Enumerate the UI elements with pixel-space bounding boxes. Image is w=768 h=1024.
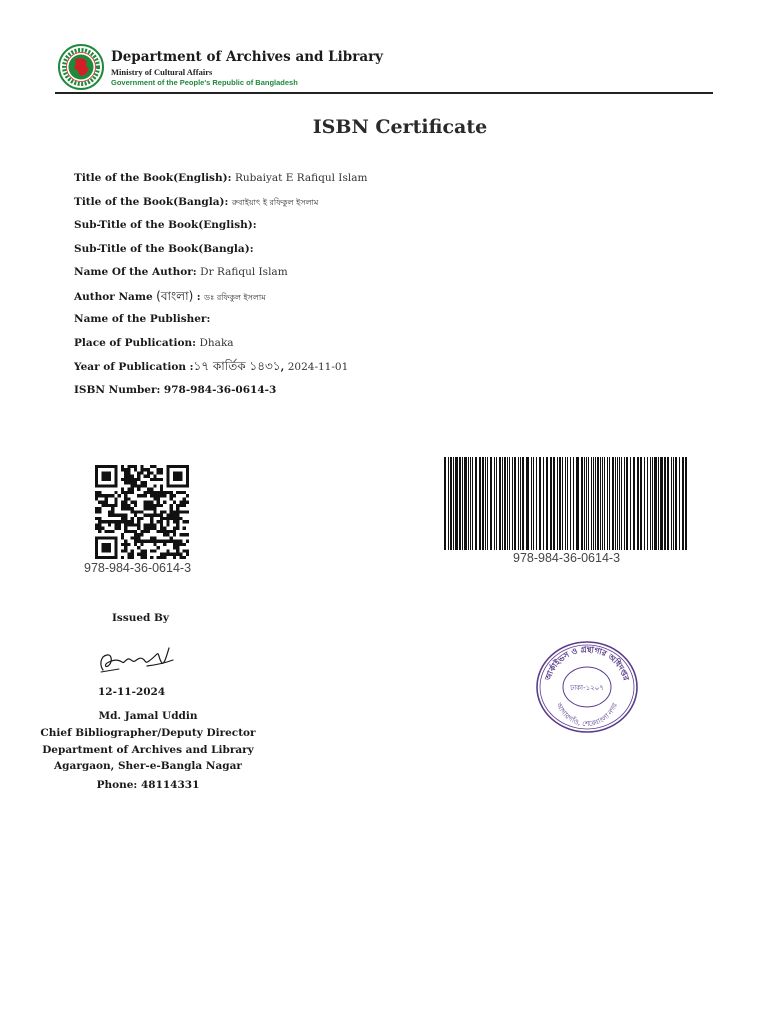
field-publisher (74, 309, 674, 333)
field-value: Dhaka (199, 336, 234, 349)
issuer-name: Md. Jamal Uddin (98, 710, 198, 722)
field-label: Sub-Title of the Book(Bangla): (74, 242, 254, 255)
issuer-department: Department of Archives and Library (42, 743, 254, 756)
government-emblem-logo (58, 44, 104, 90)
field-label: Year of Publication : (74, 361, 194, 373)
issuer-phone: Phone: 48114331 (96, 779, 200, 792)
field-author-bangla (74, 286, 674, 310)
book-details (74, 168, 674, 403)
field-label: Name Of the Author: (74, 266, 197, 278)
field-value: Rubaiyat E Rafiqul Islam (234, 172, 368, 184)
seal-center-text: ঢাকা-১২০৭ (570, 684, 604, 692)
official-seal-stamp (535, 640, 639, 734)
field-subtitle-english (74, 215, 674, 239)
field-value: রুবাইয়াৎ ই রফিকুল ইসলাম (231, 197, 319, 207)
field-value: ডঃ রফিকুল ইসলাম (204, 292, 266, 302)
issuer-designation: Chief Bibliographer/Deputy Director (40, 726, 256, 739)
signature-image (95, 636, 180, 680)
field-label: Title of the Book(English): (74, 172, 232, 184)
field-label: Author Name (74, 290, 153, 303)
field-label: Name of the Publisher: (74, 313, 211, 325)
org-name: Department of Archives and Library (111, 49, 384, 65)
issuer-details (40, 708, 256, 794)
field-label: ISBN Number: (74, 383, 161, 396)
letterhead (58, 42, 718, 94)
field-label-bangla: (বাংলা) (156, 288, 194, 303)
field-title-bangla (74, 192, 674, 216)
field-separator: : (196, 290, 201, 303)
barcode (444, 457, 688, 550)
field-label: Place of Publication: (74, 336, 196, 349)
certificate-title: ISBN Certificate (312, 116, 488, 138)
header-divider (55, 92, 713, 94)
government-name: Government of the People's Republic of Bangladesh (111, 78, 298, 87)
field-label: Sub-Title of the Book(English): (74, 219, 257, 231)
field-value-bangla: ১৭ কার্তিক ১৪৩১ (193, 359, 281, 373)
field-isbn (74, 380, 674, 404)
ministry-name: Ministry of Cultural Affairs (111, 67, 213, 77)
field-place (74, 333, 674, 357)
seal-bottom-text: আগারগাঁও, শেরেবাংলা নগর (554, 701, 620, 729)
issued-by-label: Issued By (112, 612, 170, 624)
field-value: 2024-11-01 (287, 361, 349, 373)
field-label: Title of the Book(Bangla): (74, 195, 229, 208)
field-year (74, 356, 674, 380)
issuer-address: Agargaon, Sher-e-Bangla Nagar (54, 760, 242, 773)
barcode-caption: 978-984-36-0614-3 (513, 551, 621, 565)
seal-ring-text: আর্কাইভস ও গ্রন্থাগার অধিদপ্তর (543, 644, 631, 682)
signature-date: 12-11-2024 (98, 686, 166, 698)
field-separator: , (280, 361, 285, 373)
isbn-number: 978-984-36-0614-3 (163, 383, 277, 396)
qr-code (92, 465, 192, 559)
field-subtitle-bangla (74, 239, 674, 263)
qr-caption: 978-984-36-0614-3 (84, 561, 192, 575)
field-title-english (74, 168, 674, 192)
field-author (74, 262, 674, 286)
field-value: Dr Rafiqul Islam (200, 266, 288, 278)
